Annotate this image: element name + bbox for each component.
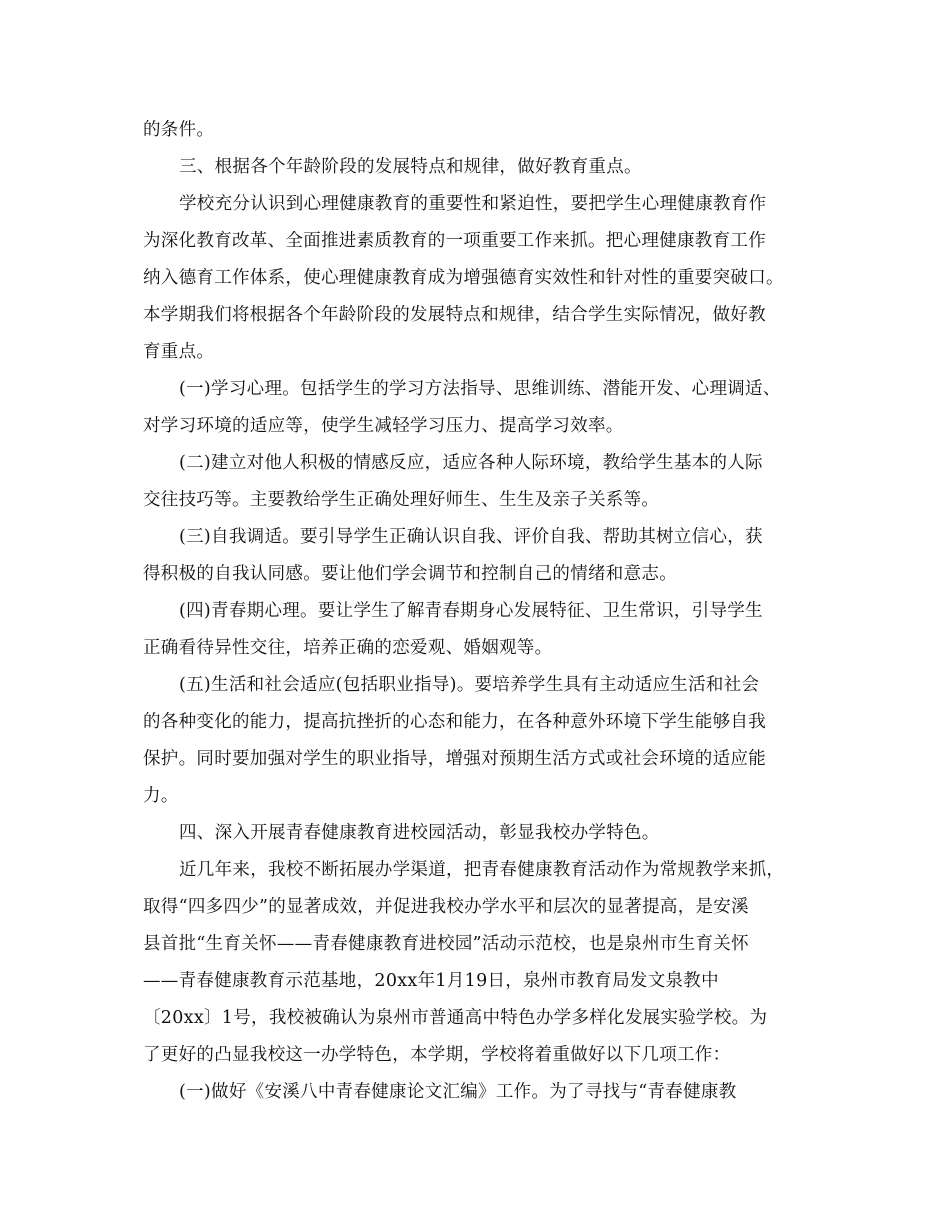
text-line: 育重点。 <box>143 342 215 362</box>
text-line: 四、深入开展青春健康教育进校园活动，彰显我校办学特色。 <box>179 823 660 843</box>
text-line: 近几年来，我校不断拓展办学渠道，把青春健康教育活动作为常规教学来抓， <box>179 860 785 880</box>
text-line: (一)学习心理。包括学生的学习方法指导、思维训练、潜能开发、心理调适、 <box>179 379 781 399</box>
text-line: 得积极的自我认同感。要让他们学会调节和控制自己的情绪和意志。 <box>143 564 677 584</box>
text-line: (二)建立对他人积极的情感反应，适应各种人际环境，教给学生基本的人际 <box>179 453 763 473</box>
text-line: 纳入德育工作体系，使心理健康教育成为增强德育实效性和针对性的重要突破口。 <box>143 268 784 288</box>
text-line: 本学期我们将根据各个年龄阶段的发展特点和规律，结合学生实际情况，做好教 <box>143 305 766 325</box>
text-line: 学校充分认识到心理健康教育的重要性和紧迫性，要把学生心理健康教育作 <box>179 194 767 214</box>
text-line: 力。 <box>143 786 179 806</box>
text-line: 对学习环境的适应等，使学生减轻学习压力、提高学习效率。 <box>143 416 624 436</box>
text-line: 正确看待异性交往，培养正确的恋爱观、婚姻观等。 <box>143 638 553 658</box>
text-line: (一)做好《安溪八中青春健康论文汇编》工作。为了寻找与“青春健康教 <box>179 1082 737 1102</box>
text-line: ——青春健康教育示范基地，20xx年1月19日，泉州市教育局发文泉教中 <box>143 971 719 991</box>
text-line: 县首批“生育关怀——青春健康教育进校园”活动示范校，也是泉州市生育关怀 <box>143 934 749 954</box>
text-line: 〔20xx〕1号，我校被确认为泉州市普通高中特色办学多样化发展实验学校。为 <box>143 1008 768 1028</box>
text-line: (三)自我调适。要引导学生正确认识自我、评价自我、帮助其树立信心，获 <box>179 527 763 547</box>
document-body <box>143 112 809 1111</box>
text-line: 保护。同时要加强对学生的职业指导，增强对预期生活方式或社会环境的适应能 <box>143 749 766 769</box>
text-line: (四)青春期心理。要让学生了解青春期身心发展特征、卫生常识，引导学生 <box>179 601 763 621</box>
text-line: 的条件。 <box>143 120 215 140</box>
text-line: 的各种变化的能力，提高抗挫折的心态和能力，在各种意外环境下学生能够自我 <box>143 712 766 732</box>
text-line: (五)生活和社会适应(包括职业指导)。要培养学生具有主动适应生活和社会 <box>179 675 760 695</box>
text-line: 三、根据各个年龄阶段的发展特点和规律，做好教育重点。 <box>179 157 642 177</box>
text-line: 为深化教育改革、全面推进素质教育的一项重要工作来抓。把心理健康教育工作 <box>143 231 766 251</box>
text-line: 交往技巧等。主要教给学生正确处理好师生、生生及亲子关系等。 <box>143 490 660 510</box>
text-line: 了更好的凸显我校这一办学特色，本学期，学校将着重做好以下几项工作： <box>143 1045 731 1065</box>
text-line: 取得“四多四少”的显著成效，并促进我校办学水平和层次的显著提高，是安溪 <box>143 897 749 917</box>
